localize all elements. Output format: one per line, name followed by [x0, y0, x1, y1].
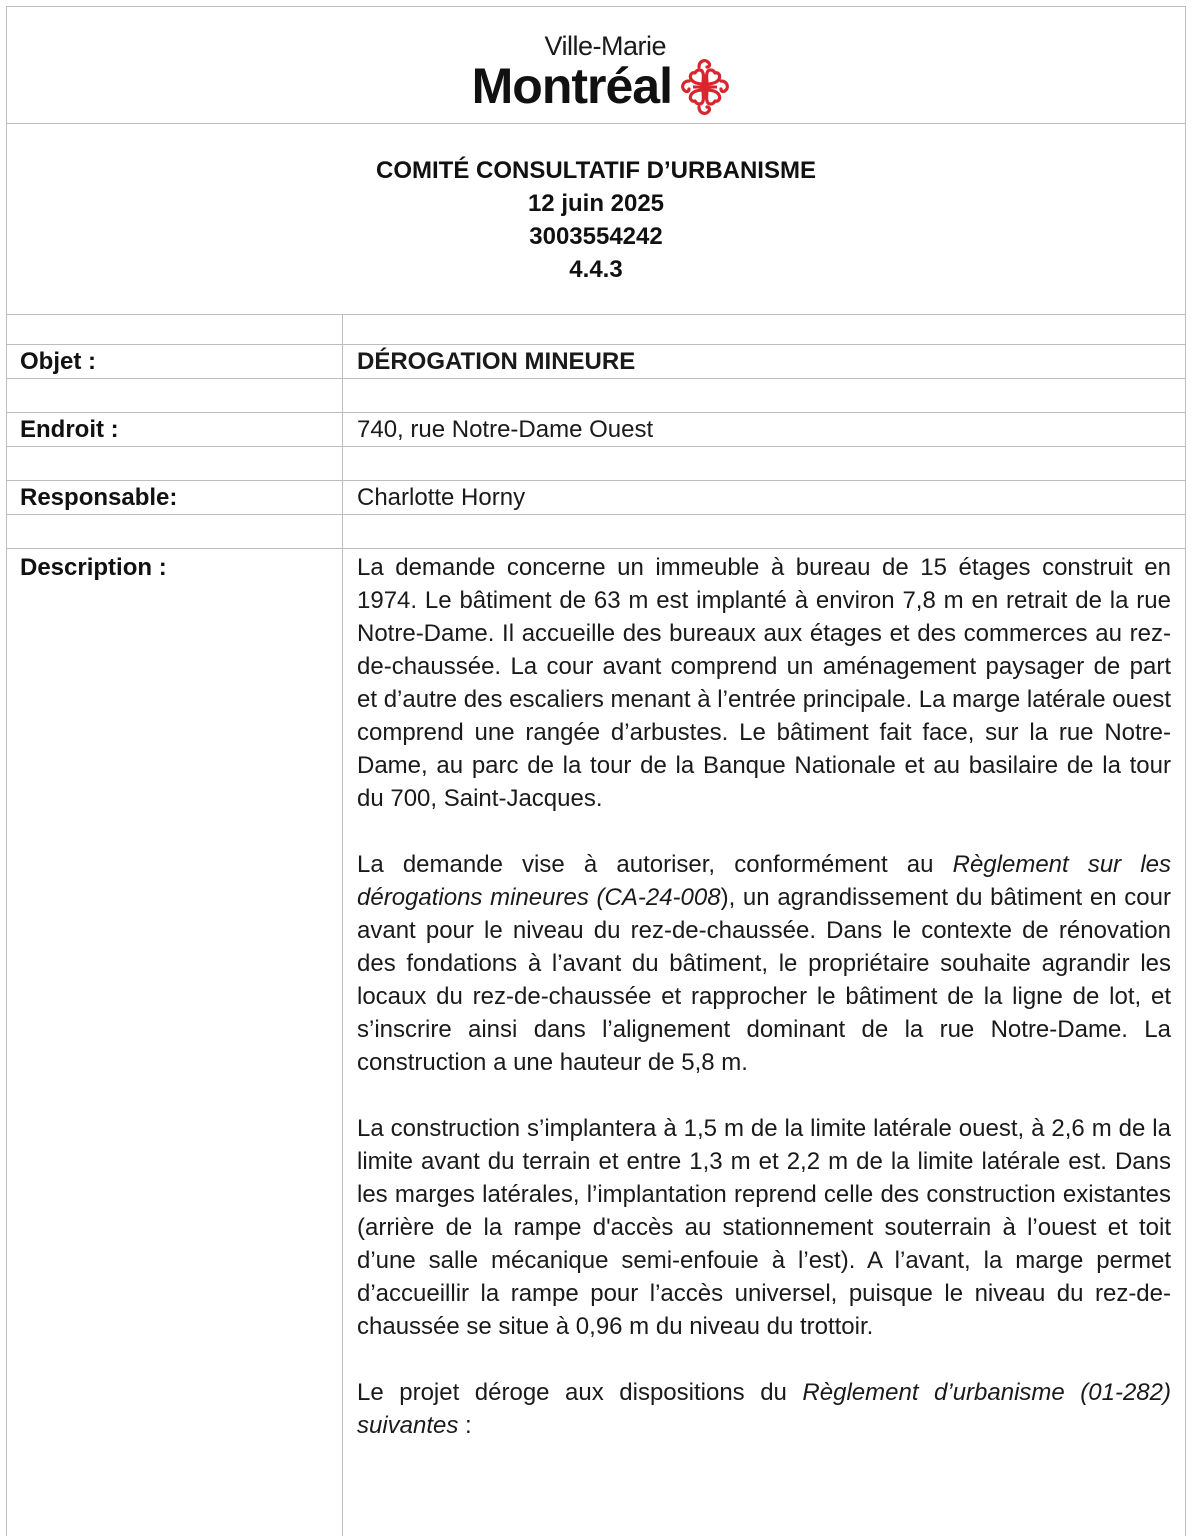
responsable-value: Charlotte Horny [357, 484, 526, 511]
logo-borough: Ville-Marie [544, 31, 666, 61]
p2-text-after: ), un agrandissement du bâtiment en cour avant pour le niveau du rez-de-chaussée. Dans le contexte de rénovation des fondations à l’avant du bâtiment, le propriétaire souhaite agrandir les locaux du rez-de-chaussée et rapprocher le bâtiment de la ligne de lot, et s’inscrire ainsi dans l’alignement dominant de la rue Notre-Dame. La construction a une hauteur de 5,8 m. [357, 884, 1171, 1076]
spacer-row [7, 379, 1185, 413]
objet-value: DÉROGATION MINEURE [357, 348, 636, 375]
p2-text-before: La demande vise à autoriser, conformément au [357, 851, 953, 878]
logo-header [7, 7, 1185, 124]
p4-regulation-title: Règlement d’urbanisme (01-282) suivantes [357, 1379, 1171, 1439]
objet-row [7, 345, 1185, 379]
item-number: 4.4.3 [569, 256, 623, 283]
objet-label: Objet : [7, 345, 343, 378]
p4-text-after: : [458, 1412, 472, 1439]
spacer-row [7, 515, 1185, 549]
spacer-label-cell [7, 315, 343, 344]
p4-text-before: Le projet déroge aux dispositions du [357, 1379, 803, 1406]
spacer-label-cell [7, 515, 343, 548]
meeting-header [7, 124, 1185, 315]
description-row [7, 549, 1185, 1536]
spacer-row [7, 447, 1185, 481]
spacer-value-cell [343, 447, 1185, 480]
description-label: Description : [7, 549, 343, 1536]
spacer-value-cell [343, 379, 1185, 412]
responsable-label: Responsable: [7, 481, 343, 514]
endroit-value: 740, rue Notre-Dame Ouest [357, 416, 654, 443]
endroit-label: Endroit : [7, 413, 343, 446]
spacer-row [7, 315, 1185, 345]
p2-regulation-title: Règlement sur les dérogations mineures (CA-24-008 [357, 851, 1171, 911]
meeting-date: 12 juin 2025 [527, 190, 665, 217]
logo-wordmark [457, 31, 672, 114]
spacer-value-cell [343, 315, 1185, 344]
description-paragraph-4 [357, 1376, 1171, 1442]
description-value [343, 549, 1185, 1536]
logo-city: Montréal [471, 58, 672, 114]
committee-title: COMITÉ CONSULTATIF D’URBANISME [376, 157, 816, 184]
spacer-label-cell [7, 447, 343, 480]
montreal-rosette-icon [675, 57, 735, 117]
description-paragraph-2 [357, 848, 1171, 1079]
spacer-label-cell [7, 379, 343, 412]
responsable-row [7, 481, 1185, 515]
description-paragraph-1: La demande concerne un immeuble à bureau de 15 étages construit en 1974. Le bâtiment de 63 m est implanté à environ 7,8 m en retrait de la rue Notre-Dame. Il accueille des bureaux aux étages et des commerces au rez-de-chaussée. La cour avant comprend un aménagement paysager de part et d’autre des escaliers menant à l’entrée principale. La marge latérale ouest comprend une rangée d’arbustes. Le bâtiment fait face, sur la rue Notre-Dame, au parc de la tour de la Banque Nationale et au basilaire de la tour du 700, Saint-Jacques. [357, 554, 1171, 812]
spacer-value-cell [343, 515, 1185, 548]
file-number: 3003554242 [529, 223, 663, 250]
document-page [6, 6, 1186, 1536]
description-paragraph-3: La construction s’implantera à 1,5 m de la limite latérale ouest, à 2,6 m de la limite avant du terrain et entre 1,3 m et 2,2 m de la limite latérale est. Dans les marges latérales, l’implantation reprend celle des construction existantes (arrière de la rampe d'accès au stationnement souterrain à l’ouest et toit d’une salle mécanique semi-enfouie à l’est). A l’avant, la marge permet d’accueillir la rampe pour l’accès universel, puisque le niveau du rez-de-chaussée se situe à 0,96 m du niveau du trottoir. [357, 1115, 1171, 1340]
endroit-row [7, 413, 1185, 447]
